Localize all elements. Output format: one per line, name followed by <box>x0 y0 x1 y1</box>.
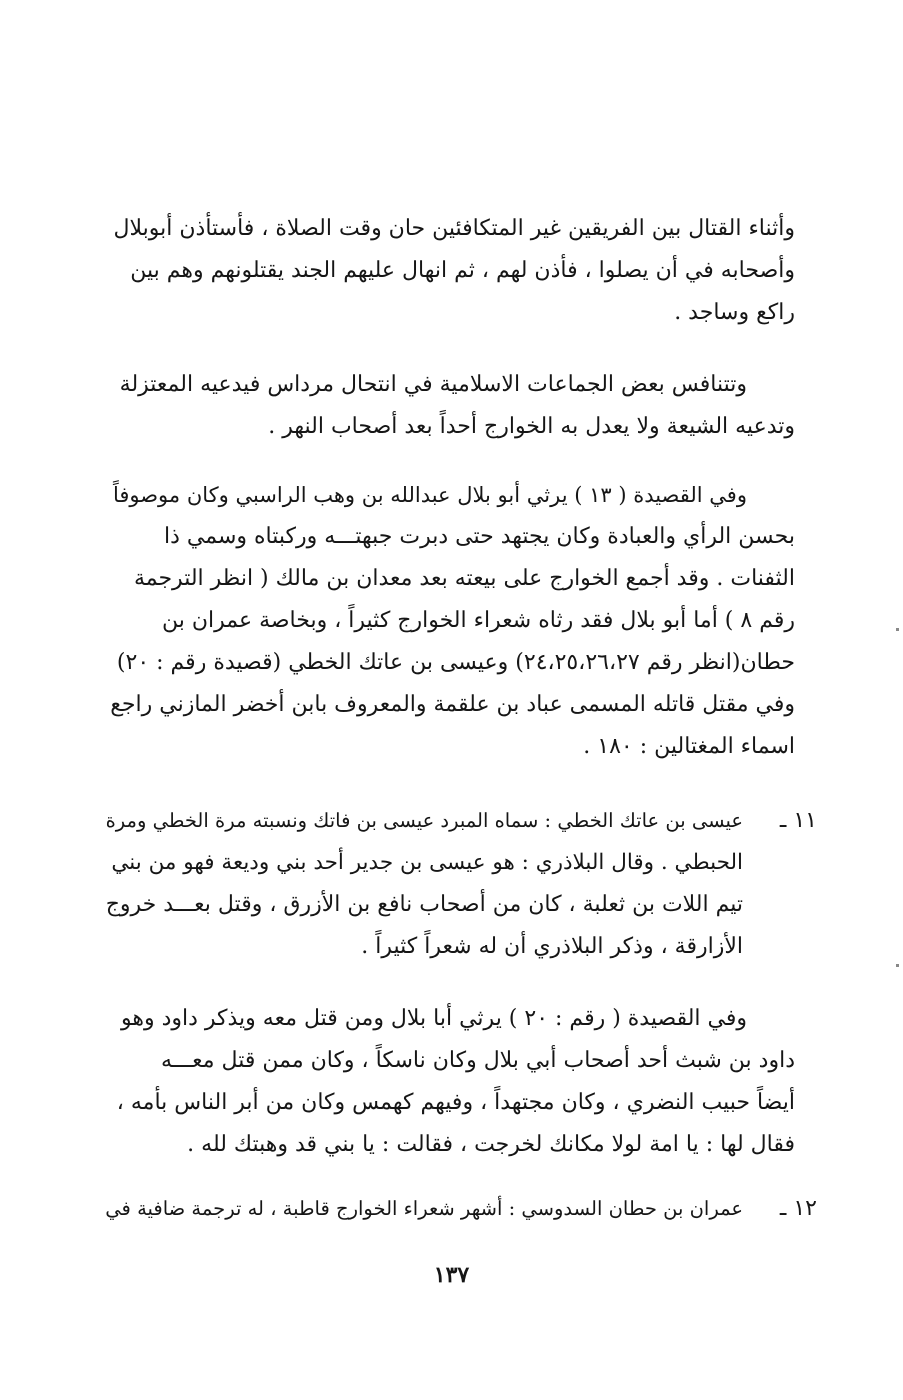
text-line: عمران بن حطان السدوسي : أشهر شعراء الخوارج قاطبة ، له ترجمة ضافية في <box>105 1197 743 1220</box>
text-line: رقم ٨ ) أما أبو بلال فقد رثاه شعراء الخوارج كثيراً ، وبخاصة عمران بن <box>161 608 795 633</box>
page-number: ١٣٧ <box>433 1262 470 1288</box>
text-line: الأزارقة ، وذكر البلاذري أن له شعراً كثيراً . <box>361 934 743 959</box>
entry-number: ١١ ـ <box>779 808 817 833</box>
scan-edge-mark <box>896 964 899 967</box>
entry-number: ١٢ ـ <box>779 1196 817 1221</box>
entry-11 <box>103 800 743 968</box>
text-line: بحسن الرأي والعبادة وكان يجتهد حتى دبرت جبهتـــه وركبتاه وسمي ذا <box>164 524 795 549</box>
text-line: وفي مقتل قاتله المسمى عباد بن علقمة والمعروف بابن أخضر المازني راجع <box>110 692 795 717</box>
text-line: الثفنات . وقد أجمع الخوارج على بيعته بعد معدان بن مالك ( انظر الترجمة <box>133 566 795 591</box>
text-line: وأثناء القتال بين الفريقين غير المتكافئين حان وقت الصلاة ، فأستأذن أبوبلال <box>113 216 795 241</box>
paragraph-5 <box>105 998 795 1166</box>
paragraph-1 <box>105 208 795 334</box>
paragraph-3 <box>105 474 795 768</box>
text-line: حطان(انظر رقم ٢٤،٢٥،٢٦،٢٧) وعيسى بن عاتك الخطي (قصيدة رقم : ٢٠) <box>116 650 795 675</box>
text-line: وفي القصيدة ( ١٣ ) يرثي أبو بلال عبدالله بن وهب الراسبي وكان موصوفاً <box>112 483 747 507</box>
scan-edge-mark <box>896 628 899 631</box>
text-line: تيم اللات بن ثعلبة ، كان من أصحاب نافع بن الأزرق ، وقتل بعـــد خروج <box>105 892 743 917</box>
text-line: وأصحابه في أن يصلوا ، فأذن لهم ، ثم انهال عليهم الجند يقتلونهم وهم بين <box>130 258 795 283</box>
text-line: وفي القصيدة ( رقم : ٢٠ ) يرثي أبا بلال ومن قتل معه ويذكر داود وهو <box>120 1006 747 1031</box>
text-line: داود بن شبث أحد أصحاب أبي بلال وكان ناسكاً ، وكان ممن قتل معـــه <box>161 1048 795 1073</box>
text-line: فقال لها : يا امة لولا مكانك لخرجت ، فقالت : يا بني قد وهبتك لله . <box>187 1132 795 1157</box>
entry-12 <box>103 1188 743 1230</box>
paragraph-2 <box>105 364 795 448</box>
text-line: وتتنافس بعض الجماعات الاسلامية في انتحال مرداس فيدعيه المعتزلة <box>119 372 747 397</box>
text-line: عيسى بن عاتك الخطي : سماه المبرد عيسى بن فاتك ونسبته مرة الخطي ومرة <box>105 809 743 832</box>
text-line: أيضاً حبيب النضري ، وكان مجتهداً ، وفيهم كهمس وكان من أبر الناس بأمه ، <box>116 1090 795 1115</box>
text-line: وتدعيه الشيعة ولا يعدل به الخوارج أحداً بعد أصحاب النهر . <box>268 414 795 439</box>
text-line: الحبطي . وقال البلاذري : هو عيسى بن جدير أحد بني وديعة فهو من بني <box>111 850 743 875</box>
text-line: اسماء المغتالين : ١٨٠ . <box>583 734 795 759</box>
text-line: راكع وساجد . <box>674 300 795 325</box>
